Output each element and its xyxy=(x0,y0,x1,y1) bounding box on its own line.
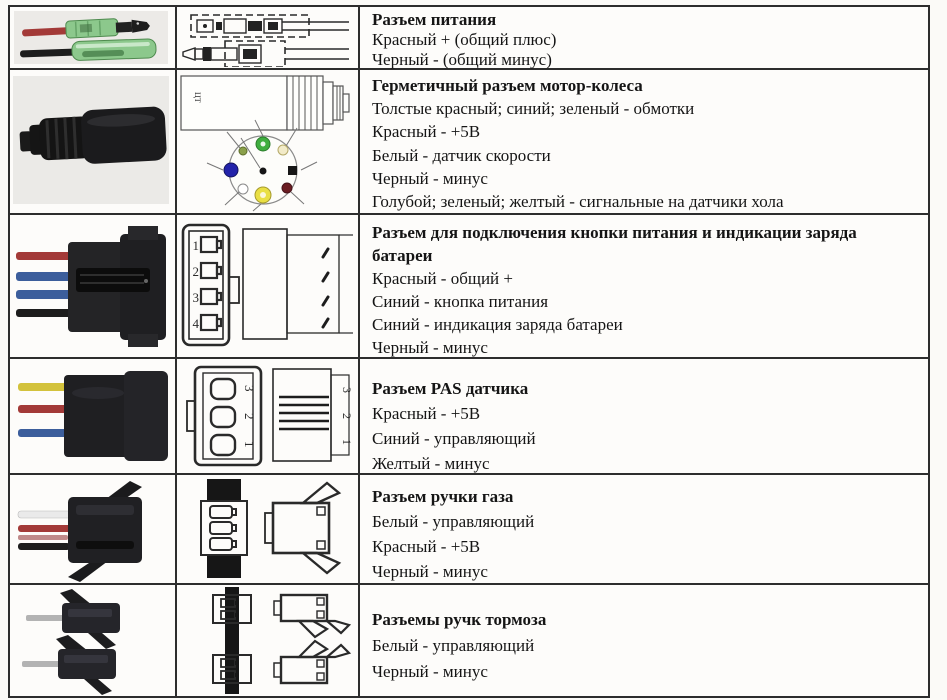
text-cell xyxy=(360,475,928,583)
table-row-pas xyxy=(10,359,928,475)
diagram-cell xyxy=(177,70,360,213)
throttle-connector-photo xyxy=(10,475,175,583)
svg-text:4: 4 xyxy=(192,316,199,331)
svg-text:2: 2 xyxy=(340,413,354,419)
wire-description: Синий - индикация заряда батареи xyxy=(372,315,623,334)
text-cell xyxy=(360,7,928,68)
wire-description: Белый - управляющий xyxy=(372,512,535,531)
connector-table xyxy=(8,5,930,698)
connector-title: Разъем для подключения кнопки питания и индикации заряда батареи xyxy=(372,223,857,265)
motor-connector-photo xyxy=(10,70,175,213)
wire-description: Голубой; зеленый; желтый - сигнальные на датчики хола xyxy=(372,192,784,212)
brake-connectors-diagram xyxy=(177,585,358,696)
text-cell xyxy=(360,359,928,473)
photo-cell xyxy=(10,585,177,696)
wire-description: Белый - датчик скорости xyxy=(372,145,551,165)
diagram-cell xyxy=(177,215,360,357)
wire-description: Красный - +5В xyxy=(372,122,481,142)
power-button-connector-diagram xyxy=(177,215,358,357)
wire-description: Белый - управляющий xyxy=(372,636,535,655)
table-row-throttle xyxy=(10,475,928,585)
wire-description: Толстые красный; синий; зеленый - обмотки xyxy=(372,99,695,119)
photo-cell xyxy=(10,7,177,68)
connector-title: Герметичный разъем мотор-колеса xyxy=(372,76,643,95)
wire-description: Красный - +5В xyxy=(372,537,481,556)
wire-description: Красный + (общий плюс) xyxy=(372,30,557,49)
wire-description: Черный - минус xyxy=(372,562,488,581)
diagram-cell xyxy=(177,585,360,696)
connector-title: Разъем питания xyxy=(372,10,497,29)
svg-text:1: 1 xyxy=(242,441,257,448)
diagram-cell xyxy=(177,7,360,68)
power-wires-photo xyxy=(10,8,175,67)
svg-text:2: 2 xyxy=(242,413,257,420)
motor-connector-diagram xyxy=(177,70,358,213)
svg-text:3: 3 xyxy=(192,290,199,305)
svg-text:2: 2 xyxy=(192,264,199,279)
power-button-connector-photo xyxy=(10,215,175,357)
photo-cell xyxy=(10,475,177,583)
diagram-cell xyxy=(177,359,360,473)
wire-description: Красный - общий + xyxy=(372,269,513,288)
bullet-connector-diagram xyxy=(177,8,358,67)
table-row-power xyxy=(10,7,928,70)
connector-title: Разъем PAS датчика xyxy=(372,379,529,398)
wire-description: Черный - минус xyxy=(372,662,488,681)
svg-text:ЦТ: ЦТ xyxy=(193,92,202,103)
text-cell xyxy=(360,70,928,213)
wire-description: Синий - кнопка питания xyxy=(372,292,549,311)
wire-description: Черный - минус xyxy=(372,168,488,188)
photo-cell xyxy=(10,215,177,357)
brake-connectors-photo xyxy=(10,585,175,696)
connector-title: Разъемы ручк тормоза xyxy=(372,610,547,629)
wire-description: Желтый - минус xyxy=(372,454,490,473)
photo-cell xyxy=(10,70,177,213)
wire-description: Черный - (общий минус) xyxy=(372,50,552,69)
pas-connector-diagram xyxy=(177,359,358,473)
connector-title: Разъем ручки газа xyxy=(372,487,514,506)
wire-description: Красный - +5В xyxy=(372,404,481,423)
table-row-power-button xyxy=(10,215,928,359)
text-cell xyxy=(360,585,928,696)
wire-description: Черный - минус xyxy=(372,338,488,357)
wire-description: Синий - управляющий xyxy=(372,429,536,448)
svg-text:3: 3 xyxy=(340,387,354,393)
svg-text:1: 1 xyxy=(192,238,199,253)
svg-text:1: 1 xyxy=(340,439,354,445)
table-row-brake xyxy=(10,585,928,696)
throttle-connector-diagram xyxy=(177,475,358,583)
text-cell xyxy=(360,215,928,357)
diagram-cell xyxy=(177,475,360,583)
table-row-motor xyxy=(10,70,928,215)
photo-cell xyxy=(10,359,177,473)
pas-connector-photo xyxy=(10,359,175,473)
svg-text:3: 3 xyxy=(242,385,257,392)
